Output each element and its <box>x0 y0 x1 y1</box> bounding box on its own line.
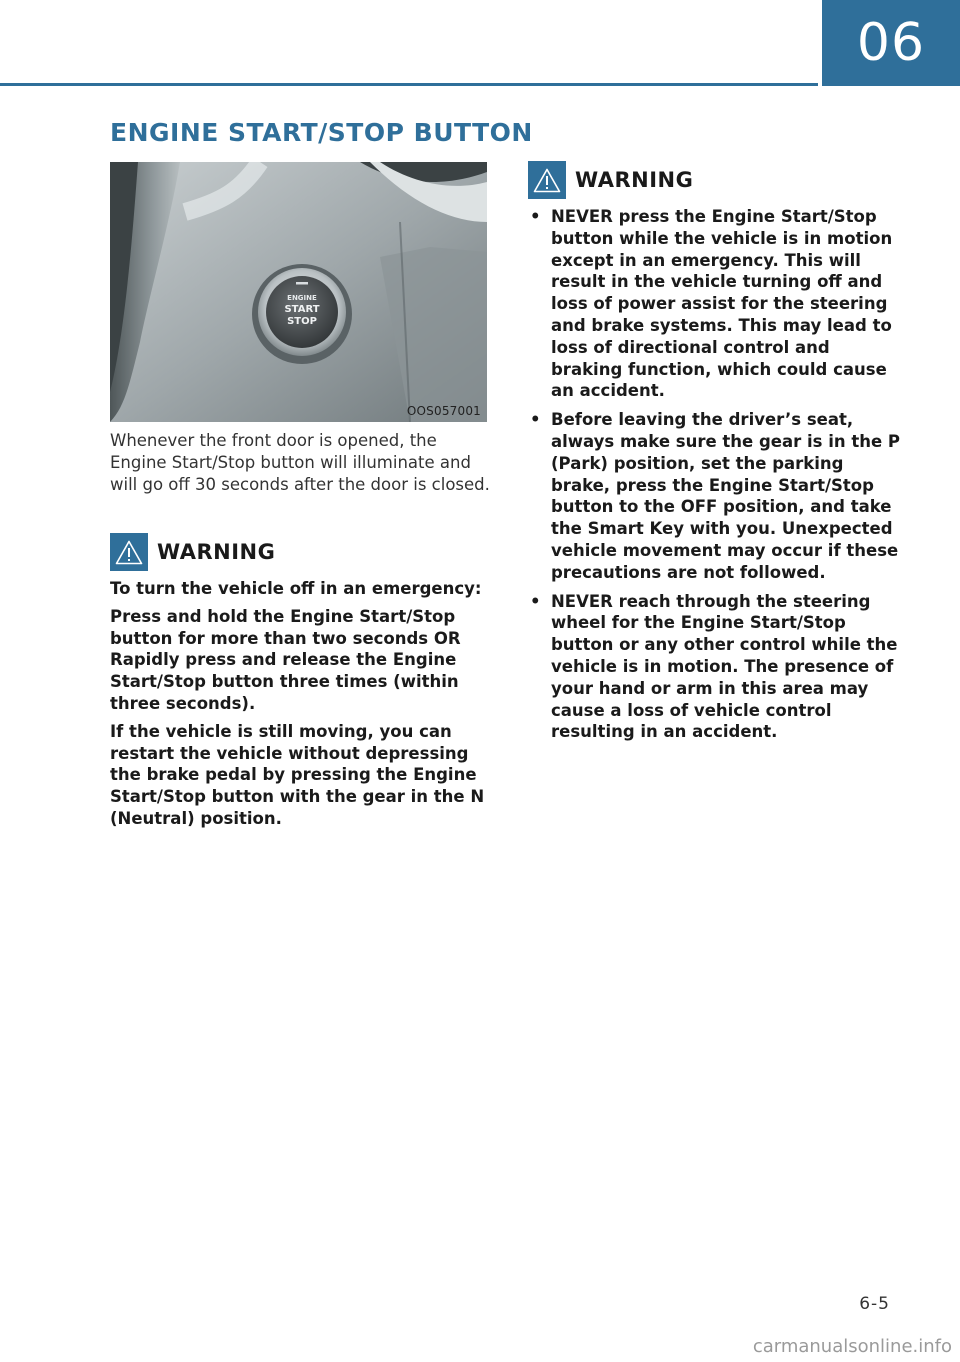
warning-list-item: • NEVER reach through the steering wheel for the Engine Start/Stop button or any other control while the vehicle is in motion. The presence of your hand or arm in this area may cause a loss of vehicle control resulting in an accident. <box>528 591 906 744</box>
chapter-tab: 06 <box>822 0 960 86</box>
warning-paragraph: To turn the vehicle off in an emergency: <box>110 579 482 598</box>
warning-paragraph: If the vehicle is still moving, you can restart the vehicle without depressing the brake pedal by pressing the Engine Start/Stop button with the gear in the N (Neutral) position. <box>110 721 485 828</box>
warning-header-right <box>528 160 906 200</box>
engine-start-stop-photo <box>110 162 487 422</box>
page-number: 6-5 <box>859 1294 890 1314</box>
button-label-line-2: START <box>284 304 320 315</box>
warning-list-item: • NEVER press the Engine Start/Stop button while the vehicle is in motion except in an emergency. This will result in the vehicle turning off and loss of power assist for the steering and brake systems. This may lead to loss of directional control and braking function, which could cause an accident. <box>528 206 906 402</box>
intro-paragraph: Whenever the front door is opened, the Engine Start/Stop button will illuminate and will go off 30 seconds after the door is closed. <box>110 431 490 494</box>
warning-body-left <box>110 578 490 830</box>
watermark: carmanualsonline.info <box>752 1336 952 1357</box>
warning-paragraph: Press and hold the Engine Start/Stop button for more than two seconds OR Rapidly press and release the Engine Start/Stop button three times (within three seconds). <box>110 606 461 713</box>
figure-code: OOS057001 <box>406 404 481 418</box>
dashboard-illustration <box>110 162 487 422</box>
warning-list <box>528 206 906 743</box>
warning-header-left <box>110 532 490 572</box>
left-column <box>110 430 490 836</box>
warning-title: WARNING <box>575 168 694 192</box>
button-label-line-1: ENGINE <box>287 294 317 302</box>
warning-triangle-icon <box>110 533 148 571</box>
right-column <box>528 160 906 750</box>
warning-title: WARNING <box>157 540 276 564</box>
warning-list-item: • Before leaving the driver’s seat, always make sure the gear is in the P (Park) position, set the parking brake, press the Engine Start/Stop button to the OFF position, and take the Smart Key with you. Unexpected vehicle movement may occur if these precautions are not followed. <box>528 409 906 583</box>
header-rule <box>0 83 818 86</box>
warning-triangle-icon <box>528 161 566 199</box>
button-label-line-3: STOP <box>287 316 317 327</box>
section-title: ENGINE START/STOP BUTTON <box>110 118 533 147</box>
